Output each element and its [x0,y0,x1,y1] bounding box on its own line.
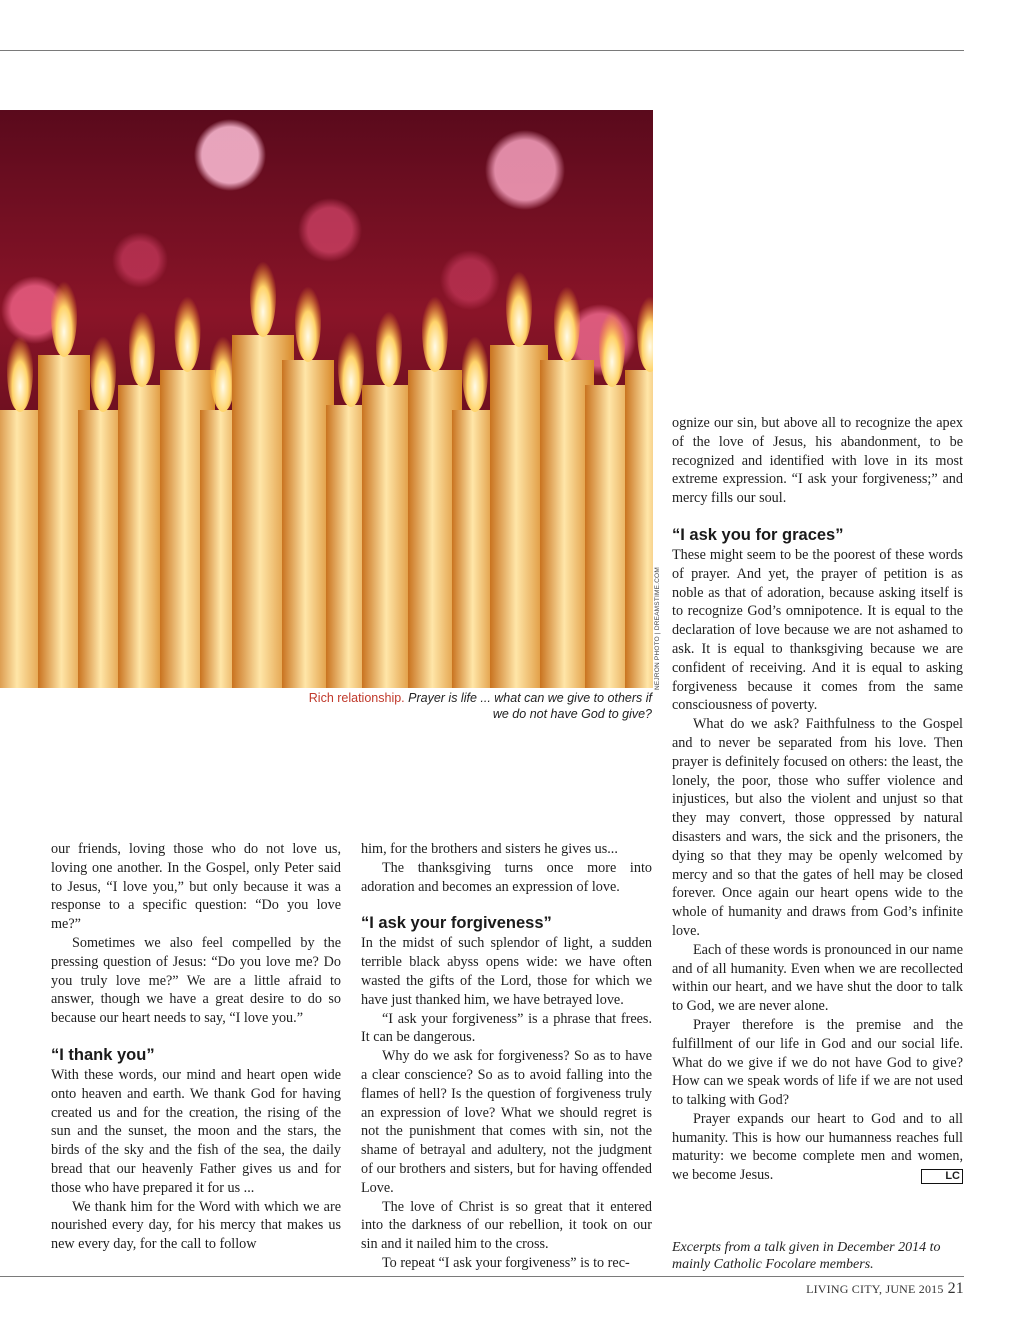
bottom-rule [0,1276,964,1277]
paragraph: Why do we ask for forgiveness? So as to have a clear conscience? So as to avoid falling into the flames of hell? Is the question of forgiveness truly an expression of love? What we should regret is not the punishment that comes with sin, not the shame of betrayal and adultery, not the judgment of our brothers and sisters, but for having offended Love. [361,1048,652,1196]
paragraph: Sometimes we also feel compelled by the pressing question of Jesus: “Do you love me? Do you truly love me?” We are a little afraid to answer, though we have a great desire to do so because our heart needs to say, “I love you.” [51,934,341,1027]
photo-credit: NEJRON PHOTO | DREAMSTIME.COM [654,567,661,690]
caption-body: Prayer is life ... what can we give to others if we do not have God to give? [408,691,652,721]
photo-caption [300,690,652,722]
candle [490,345,548,688]
candle-flame [250,253,276,337]
paragraph: In the midst of such splendor of light, a sudden terrible black abyss opens wide: we have often wasted the gifts of the Lord, those for which we have just thanked him, we have betrayed love. [361,935,652,1008]
candle [625,370,653,688]
paragraph: “I ask your forgiveness” is a phrase that frees. It can be dangerous. [361,1010,652,1046]
page-number: 21 [947,1280,964,1297]
lc-end-mark-icon: LC [921,1169,963,1184]
paragraph: our friends, loving those who do not love us, loving one another. In the Gospel, only Peter said to Jesus, “I love you,” but only because it was a response to a specific question: “Do you love me?” [51,841,341,933]
paragraph: Each of these words is pronounced in our name and of all humanity. Even when we are recollected within our heart, and we have shut the door to talk to God, we are never alone. [672,941,963,1015]
paragraph [672,1110,963,1185]
section-heading-forgiveness: “I ask your forgiveness” [361,914,552,933]
candle-flame [90,328,116,412]
paragraph: The thanksgiving turns once more into adoration and becomes an expression of love. [361,859,652,895]
paragraph: These might seem to be the poorest of these words of prayer. And yet, the prayer of petition is as noble as that of adoration, because asking itself is to recognize God’s omnipotence. It is equal to the declaration of love because we are not ashamed to ask. It is equal to thanksgiving because we are confident of receiving. And it is equal to asking forgiveness because it comes from the same consciousness of poverty. [672,546,963,714]
paragraph: With these words, our mind and heart open wide onto heaven and earth. We thank God for having created us and for the creation, the rising of the sun and the sunset, the moon and the stars, the birds of the sky and the fish of the sea, the daily bread that our heavenly Father gives us and for those who have prepared it for us ... [51,1066,341,1196]
paragraph: The love of Christ is so great that it entered into the darkness of our rebellion, it took on our sin and it nailed him to the cross. [361,1198,652,1253]
paragraph: Prayer therefore is the premise and the fulfillment of our life in God and our social life. What do we give if we do not have God to give? How can we speak words of life if we are not used to talking with God? [672,1016,963,1109]
candle-flame [51,273,77,357]
paragraph: We thank him for the Word with which we are nourished every day, for his mercy that makes us new every day, for the call to follow [51,1198,341,1253]
candle-flame [637,288,653,372]
candle-flame [175,288,201,372]
candle-flame [506,263,532,347]
caption-lead: Rich relationship. [308,691,405,705]
candle-flame [338,323,364,407]
candle-flame [462,328,488,412]
magazine-issue: LIVING CITY, JUNE 2015 [806,1282,944,1296]
paragraph: What do we ask? Faithfulness to the Gospel and to never be separated from his love. Then prayer is definitely focused on others: the least, the lonely, the poor, those who suffer violence and injustices, but also the violent and unjust so that they may convert, those oppressed by natural disasters and wars, the sick and the prisoners, the dying so that they may be openly welcomed by mercy and so that the gates of hell may be closed forever. Once again our heart opens wide to the whole of humanity and draws from God’s infinite love. [672,716,963,939]
paragraph: To repeat “I ask your forgiveness” is to rec- [382,1254,630,1271]
top-rule [0,50,964,51]
column-2 [361,840,652,1273]
candle-flame [295,278,321,362]
candle-flame [599,303,625,387]
section-heading-graces: “I ask you for graces” [672,525,844,544]
excerpt-note: Excerpts from a talk given in December 2014 to mainly Catholic Focolare members. [672,1240,941,1272]
candle-flame [129,303,155,387]
column-3 [672,414,963,1185]
paragraph: ognize our sin, but above all to recognize the apex of the love of Jesus, his abandonment, to be recognized and identified with love in its most extreme expression. “I ask your forgiveness;” and mercy fills our soul. [672,415,963,507]
page-footer [700,1280,964,1298]
paragraph: him, for the brothers and sisters he gives us... [361,841,618,857]
candle-flame [376,303,402,387]
section-heading-thank-you: “I thank you” [51,1045,155,1064]
paragraph-text: Prayer expands our heart to God and to all humanity. This is how our humanness reaches full maturity: we become complete men and women, we become Jesus. [672,1110,963,1184]
candles-photo [0,110,653,688]
candle-flame [7,328,33,412]
candle [362,385,416,688]
candle [118,385,166,688]
candle-flame [422,288,448,372]
candles-illustration [0,110,653,688]
candle-flame [554,278,580,362]
column-1 [51,840,341,1254]
